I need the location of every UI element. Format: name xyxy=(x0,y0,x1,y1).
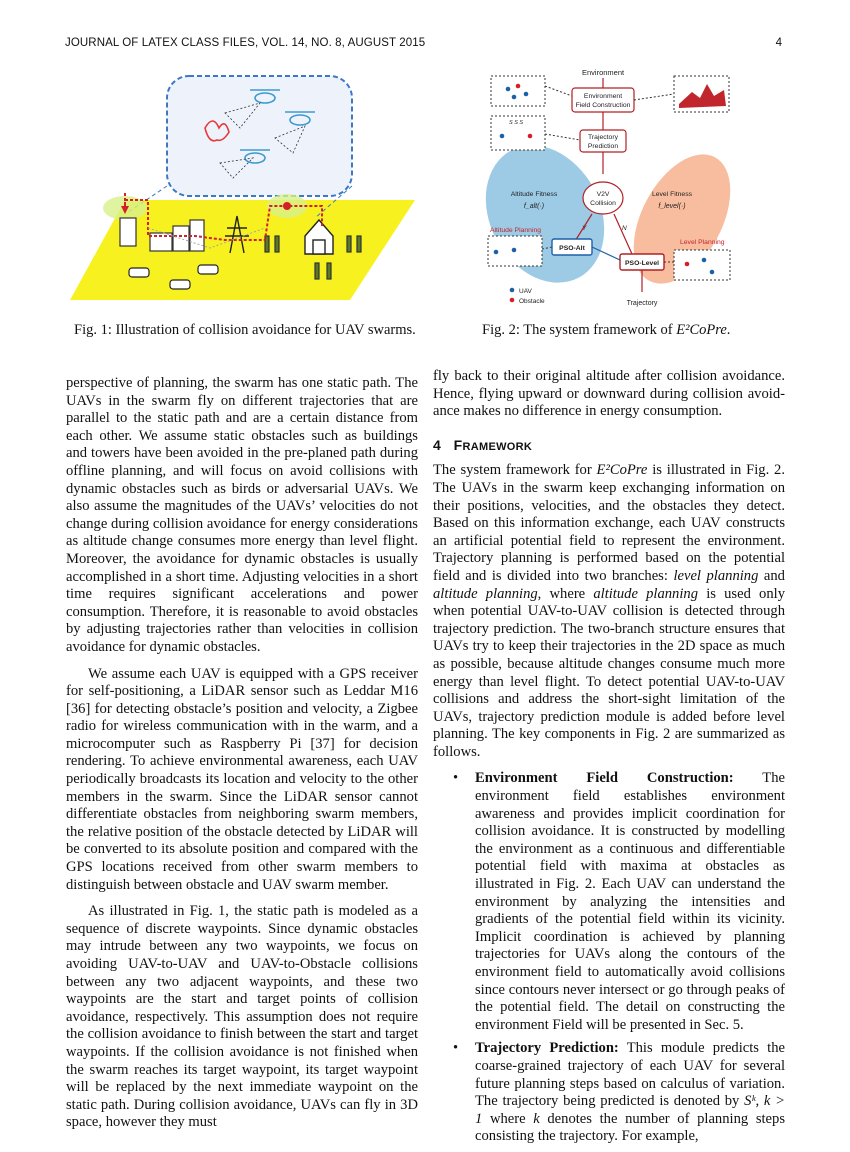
svg-text:S S S: S S S xyxy=(509,120,524,126)
paragraph: perspective of planning, the swarm has one static path. The UAVs in the swarm fly on different trajectories that are parallel to the static path and are a certain distance from each other. We assume static obstacles such as buildings and towers have been avoided in the pre-planed path during offline planning, and will focus on avoid collisions with dynamic obstacles such as birds or adversarial UAVs. We also assume the magnitudes of the UAVs’ velocities do not change during collision avoidance for energy considerations as altitude change consumes more energy than level flight. Moreover, the avoidance for dynamic obstacles is usually accomplished in a short time. Adjusting velocities in a short time requires significant accelerations and power consumption. Therefore, it is reasonable to avoid obstacles by adjusting trajectories rather than velocities in collision avoidance for dynamic obstacles. xyxy=(66,375,418,655)
paragraph: We assume each UAV is equipped with a GPS receiver for self-positioning, a LiDAR sensor such as Leddar M16 [36] for detecting obstacle’s position and velocity, a Zigbee radio for wireless communication with in the warm, and a microcomputer such as Raspberry Pi [37] for decision rendering. To achieve environmental awareness, each UAV periodically broadcasts its location and velocity to the other members in the swarm. Since the LiDAR sensor cannot differentiate obstacles from neighboring swarm members, the relative position of the obstacle detected by LiDAR will be converted to its absolute position and compared with the GPS locations received from other swarm members to distinguish between obstacle and UAV swarm member. xyxy=(66,665,418,893)
svg-text:Prediction: Prediction xyxy=(587,143,619,150)
car-icon xyxy=(129,268,149,277)
svg-text:f_level(·): f_level(·) xyxy=(658,203,686,210)
label-alt-planning: Altitude Planning xyxy=(490,227,542,234)
right-column xyxy=(433,368,785,1152)
building-icon xyxy=(120,218,136,246)
label-v2v: V2V xyxy=(596,191,610,198)
label-level-fitness: Level Fitness xyxy=(651,191,693,198)
label-pso-level: PSO-Level xyxy=(625,260,659,267)
label-pso-alt: PSO-Alt xyxy=(559,245,585,252)
figure-1-illustration xyxy=(65,68,420,308)
figure-1-caption: Fig. 1: Illustration of collision avoidance for UAV swarms. xyxy=(74,322,416,338)
label-environment: Environment xyxy=(582,68,625,77)
svg-text:Collision: Collision xyxy=(590,200,616,207)
page-number: 4 xyxy=(775,37,782,49)
paragraph: The system framework for E²CoPre is illustrated in Fig. 2. The UAVs in the swarm keep exchanging information on their positions, velocities, and the obstacles they detect. Based on this information exchange, each UAV constructs an artificial potential field to represent the environment. Trajectory planning is performed based on the potential field and is divided into two branches: level planning and altitude planning, where altitude planning is used only when potential UAV-to-UAV collision is detected through trajectory prediction. The two-branch structure ensures that UAVs try to keep their trajectories in the 2D space as much as possible, because altitude changes consume much more energy than level flight. To detect potential UAV-to-UAV collisions and address the short-sight limitation of the UAVs, trajectory prediction module is added before level planning. The key components in Fig. 2 are summarized as follows. xyxy=(433,462,786,760)
component-list xyxy=(433,770,785,1145)
paragraph: fly back to their original altitude after collision avoidance. Hence, flying upward or downward during collision avoidance makes no difference in energy consumption. xyxy=(433,368,785,420)
label-level-planning: Level Planning xyxy=(680,239,725,246)
paragraph: As illustrated in Fig. 1, the static path is modeled as a sequence of discrete waypoints. Since dynamic obstacles may intrude between any two waypoints, we focus on avoiding UAV-to-UAV and UAV-to-Obstacle collisions between any two adjacent waypoints, and these two waypoints are the start and target points of collision avoidance, respectively. This assumption does not require the collision avoidance to finish between the start and target waypoints. If the collision avoidance is not finished when the swarm reaches its target waypoint, its target waypoint will be replaced by the next immediate waypoint on the static path. During collision avoidance, UAVs can fly in 3D space, however they must xyxy=(66,903,418,1131)
svg-text:f_alt(·): f_alt(·) xyxy=(523,203,545,210)
section-heading: 4 FRAMEWORK xyxy=(433,436,533,453)
legend-uav: UAV xyxy=(519,288,532,295)
svg-text:Y: Y xyxy=(582,225,587,232)
building-icon xyxy=(173,226,189,251)
label-env-field: Environment xyxy=(583,93,623,100)
legend-obstacle: Obstacle xyxy=(519,298,545,305)
svg-text:Field Construction: Field Construction xyxy=(575,102,631,109)
figure-2-caption: Fig. 2: The system framework of E²CoPre. xyxy=(482,322,731,338)
car-icon xyxy=(170,280,190,289)
label-traj-pred: Trajectory xyxy=(588,134,618,141)
label-alt-fitness: Altitude Fitness xyxy=(510,191,558,198)
list-item: • Trajectory Prediction: This module predicts the coarse-grained trajectory of each UAV for several future planning steps based on calculus of variation. The trajectory being predicted is denoted by Sᵏ, k > 1 where k denotes the number of planning steps consisting the trajectory. For example, xyxy=(453,1040,786,1145)
label-trajectory: Trajectory xyxy=(626,300,658,307)
car-icon xyxy=(198,265,218,274)
list-item: • Environment Field Construction: The environment field establishes environment awareness and provides implicit coordination for collision avoidance. It is constructed by modelling the environment as a continuous and differentiable potential field with maxima at obstacles as illustrated in Fig. 2. Each UAV can understand the environment by analyzing the intensities and gradients of the potential field within its vicinity. Implicit coordination is achieved by planning trajectories for UAVs along the contours of the environment field to automatically avoid collisions since contours never intersect or go through peaks of the potential field. The detail on constructing the environment Field will be presented in Sec. 5. xyxy=(453,770,786,1033)
journal-header: JOURNAL OF LATEX CLASS FILES, VOL. 14, NO. 8, AUGUST 2015 xyxy=(65,37,426,49)
svg-text:N: N xyxy=(622,225,627,232)
figure-2-framework xyxy=(482,64,782,312)
waypoint-marker xyxy=(283,202,291,210)
left-column xyxy=(66,375,418,1141)
